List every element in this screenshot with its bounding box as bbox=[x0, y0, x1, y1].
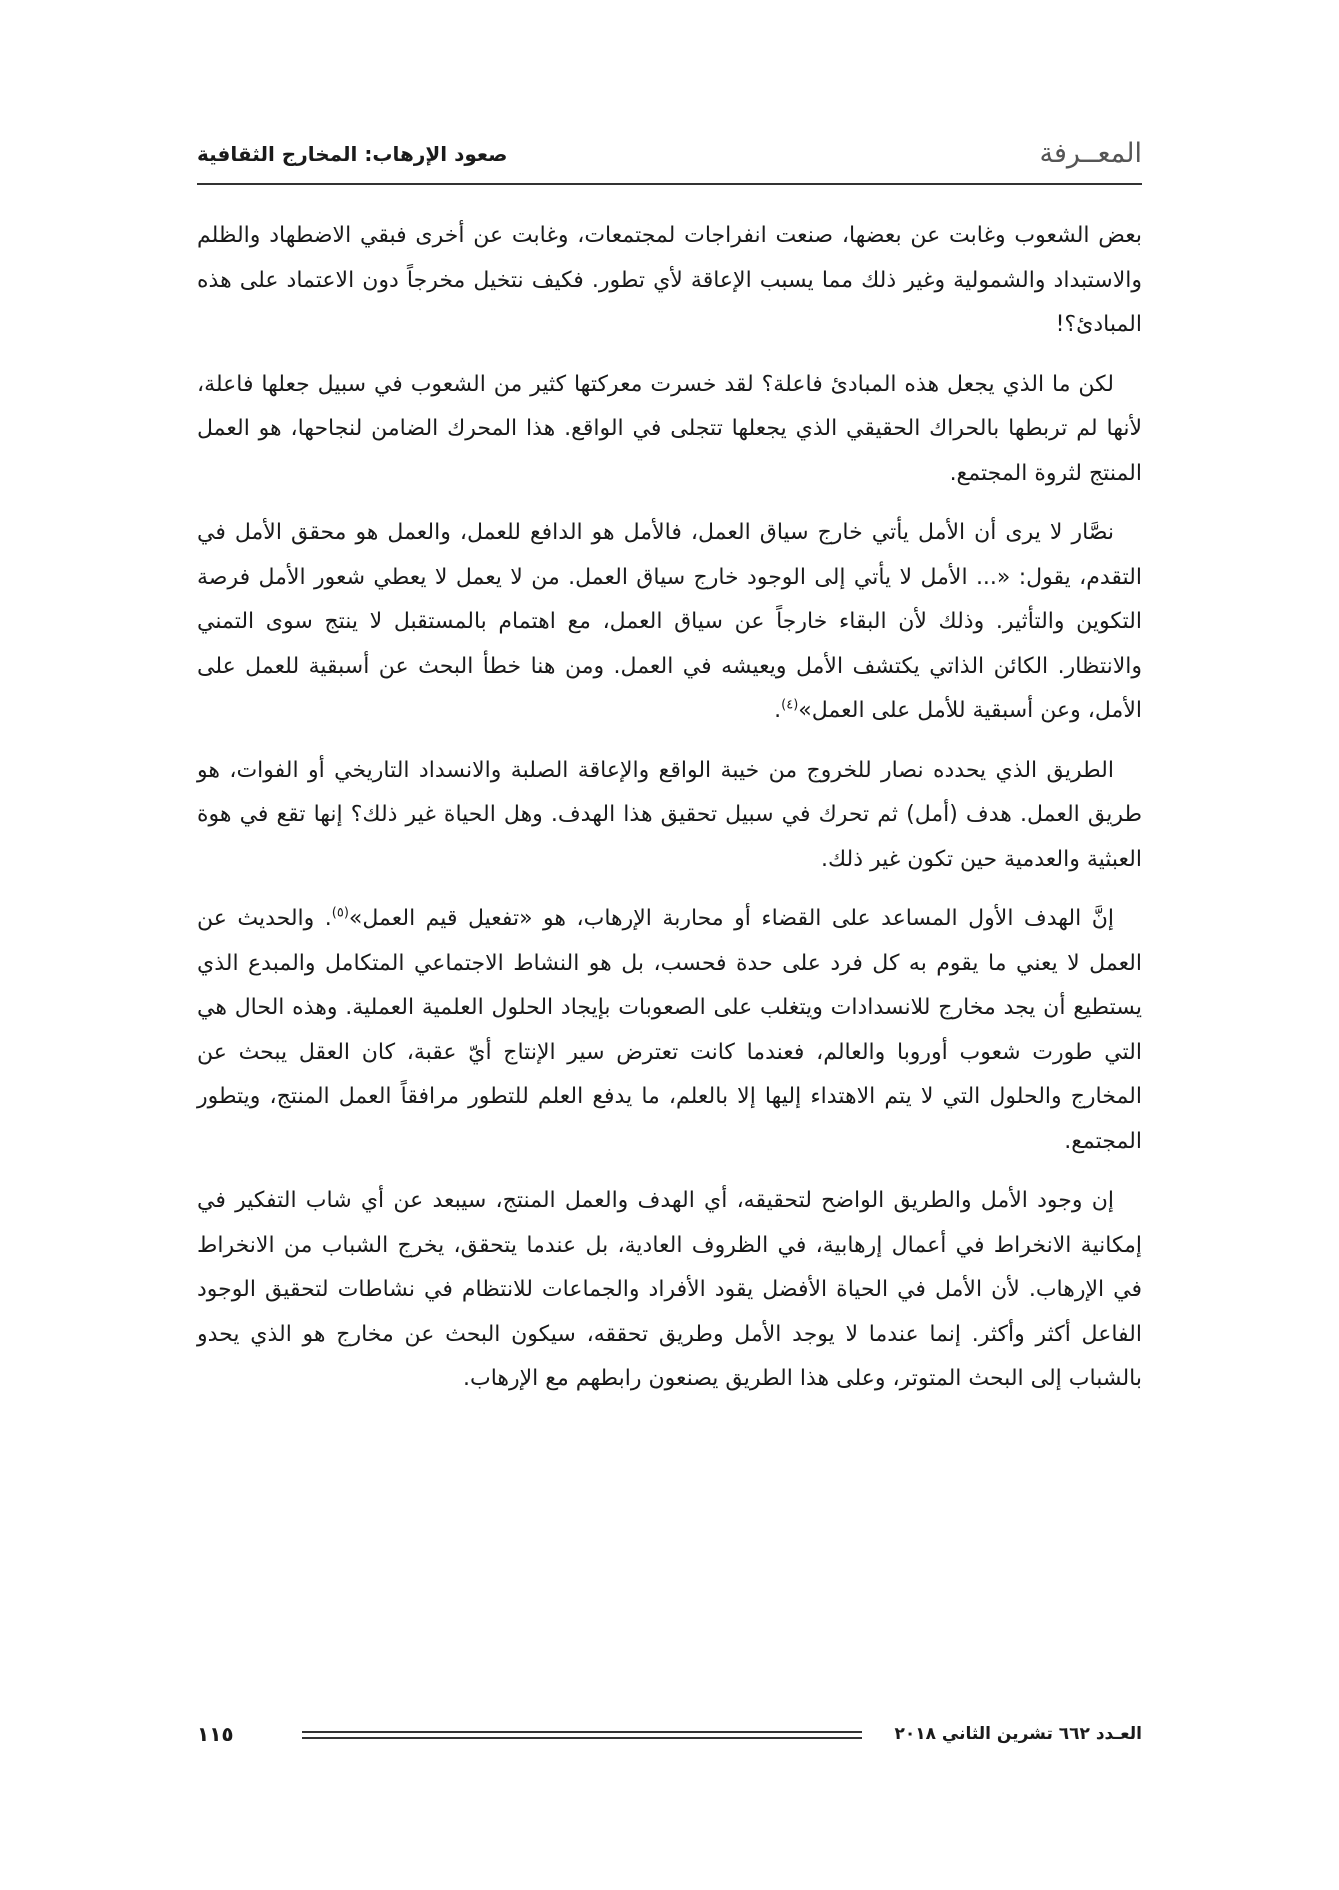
footer-divider bbox=[302, 1731, 862, 1743]
article-body bbox=[197, 214, 1142, 1417]
page-number: ١١٥ bbox=[197, 1722, 234, 1746]
paragraph-4: الطريق الذي يحدده نصار للخروج من خيبة الواقع والإعاقة الصلبة والانسداد التاريخي أو الفوات، هو طريق العمل. هدف (أمل) ثم تحرك في سبيل تحقيق هذا الهدف. وهل الحياة غير ذلك؟ إنها تقع في هوة العبثية والعدمية حين تكون غير ذلك. bbox=[197, 757, 1142, 872]
header-divider bbox=[197, 183, 1142, 185]
paragraph-3-text: نصَّار لا يرى أن الأمل يأتي خارج سياق العمل، فالأمل هو الدافع للعمل، والعمل هو محقق الأمل في التقدم، يقول: «... الأمل لا يأتي إلى الوجود خارج سياق العمل. من لا يعمل لا يعطي شعور الأمل فرصة التكوين والتأثير. وذلك لأن البقاء خارجاً عن سياق العمل، مع اهتمام بالمستقبل لا ينتج سوى التمني والانتظار. الكائن الذاتي يكتشف الأمل ويعيشه في العمل. ومن هنا خطأ البحث عن أسبقية للعمل على الأمل، وعن أسبقية للأمل على العمل» bbox=[197, 520, 1142, 723]
footnote-marker-5: (٥) bbox=[331, 905, 349, 921]
paragraph-5: إنَّ الهدف الأول المساعد على القضاء أو محاربة الإرهاب، هو «تفعيل قيم العمل»$^{(٥)}$. والحديث عن العمل لا يعني ما يقوم به كل فرد على حدة فحسب، بل هو النشاط الاجتماعي المتكامل والمبدع الذي يستطيع أن يجد مخارج للانسدادات ويتغلب على الصعوبات بإيجاد الحلول العلمية العملية. وهذه الحال هي التي طورت شعوب أوروبا والعالم، فعندما كانت تعترض سير الإنتاج أيّ عقبة، كان العقل يبحث عن المخارج والحلول التي لا يتم الاهتداء إليها إلا بالعلم، ما يدفع العلم للتطور مرافقاً العمل المنتج، ويتطور المجتمع. bbox=[197, 905, 1142, 1154]
running-title: صعود الإرهاب: المخارج الثقافية bbox=[197, 142, 508, 166]
paragraph-2: لكن ما الذي يجعل هذه المبادئ فاعلة؟ لقد خسرت معركتها كثير من الشعوب في سبيل جعلها فاعلة، لأنها لم تربطها بالحراك الحقيقي الذي يجعلها تتجلى في الواقع. هذا المحرك الضامن لنجاحها، هو العمل المنتج لثروة المجتمع. bbox=[197, 371, 1142, 486]
paragraph-1: بعض الشعوب وغابت عن بعضها، صنعت انفراجات لمجتمعات، وغابت عن أخرى فبقي الاضطهاد والظلم والاستبداد والشمولية وغير ذلك مما يسبب الإعاقة لأي تطور. فكيف نتخيل مخرجاً دون الاعتماد على هذه المبادئ؟! bbox=[197, 223, 1142, 337]
paragraph-5-text: والحديث عن العمل لا يعني ما يقوم به كل فرد على حدة فحسب، بل هو النشاط الاجتماعي المتكامل والمبدع الذي يستطيع أن يجد مخارج للانسدادات ويتغلب على الصعوبات بإيجاد الحلول العلمية العملية. وهذه الحال هي التي طورت شعوب أوروبا والعالم، فعندما كانت تعترض سير الإنتاج أيّ عقبة، كان العقل يبحث عن المخارج والحلول التي لا يتم الاهتداء إليها إلا بالعلم، ما يدفع العلم للتطور مرافقاً العمل المنتج، ويتطور المجتمع. bbox=[197, 906, 1142, 1154]
page-footer bbox=[197, 1720, 1142, 1760]
paragraph-6: إن وجود الأمل والطريق الواضح لتحقيقه، أي الهدف والعمل المنتج، سيبعد عن أي شاب التفكير في إمكانية الانخراط في أعمال إرهابية، في الظروف العادية، بل عندما يتحقق، يخرج الشباب من الانخراط في الإرهاب. لأن الأمل في الحياة الأفضل يقود الأفراد والجماعات للانتظام في نشاطات لتحقيق الوجود الفاعل أكثر وأكثر. إنما عندما لا يوجد الأمل وطريق تحققه، سيكون البحث عن مخارج هو الذي يحدو بالشباب إلى البحث المتوتر، وعلى هذا الطريق يصنعون رابطهم مع الإرهاب. bbox=[197, 1188, 1142, 1391]
page-header bbox=[197, 132, 1142, 180]
footnote-marker-4: (٤) bbox=[781, 697, 799, 713]
issue-label: العـدد ٦٦٢ تشرين الثاني ٢٠١٨ bbox=[894, 1724, 1142, 1744]
journal-logo: المعــرفة bbox=[1039, 138, 1142, 169]
paragraph-3: نصَّار لا يرى أن الأمل يأتي خارج سياق العمل، فالأمل هو الدافع للعمل، والعمل هو محقق الأمل في التقدم، يقول: «... الأمل لا يأتي إلى الوجود خارج سياق العمل. من لا يعمل لا يعطي شعور الأمل فرصة التكوين والتأثير. وذلك لأن البقاء خارجاً عن سياق العمل، مع اهتمام بالمستقبل لا ينتج سوى التمني والانتظار. الكائن الذاتي يكتشف الأمل ويعيشه في العمل. ومن هنا خطأ البحث عن أسبقية للعمل على الأمل، وعن أسبقية للأمل على العمل»$^{(٤)}$. bbox=[197, 520, 1142, 723]
paragraph-5-lead: إنَّ الهدف الأول المساعد على القضاء أو محاربة الإرهاب، هو «تفعيل قيم العمل» bbox=[348, 906, 1114, 931]
